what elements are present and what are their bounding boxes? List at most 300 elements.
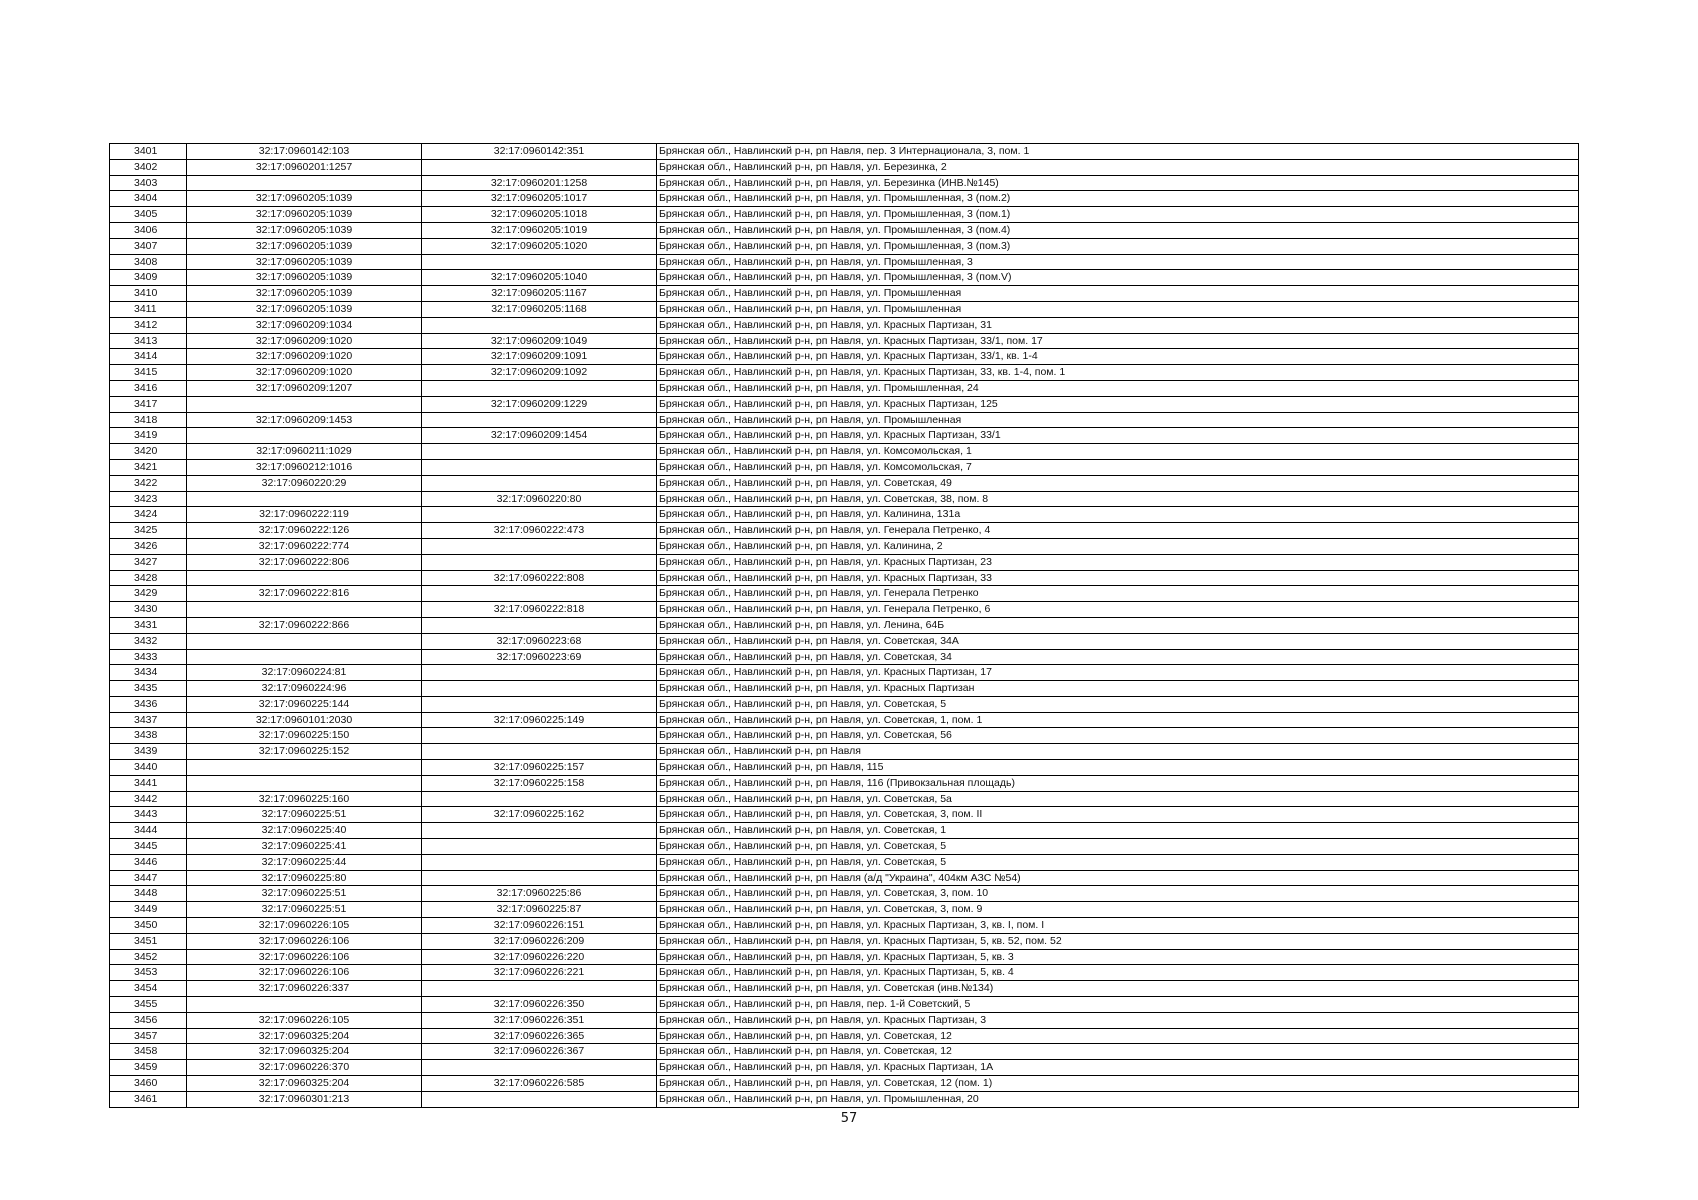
address-cell: Брянская обл., Навлинский р-н, рп Навля, ул. Промышленная, 3 (пом.3) [657,238,1579,254]
cadastral-number-cell: 32:17:0960226:106 [187,965,422,981]
table-row [110,823,1579,839]
address-cell: Брянская обл., Навлинский р-н, рп Навля, ул. Генерала Петренко [657,586,1579,602]
row-number-cell: 3450 [110,918,187,934]
room-cadastral-number-cell [422,317,657,333]
table-row [110,475,1579,491]
row-number-cell: 3405 [110,207,187,223]
cadastral-number-cell: 32:17:0960205:1039 [187,191,422,207]
row-number-cell: 3434 [110,665,187,681]
table-row [110,459,1579,475]
cadastral-number-cell [187,428,422,444]
address-cell: Брянская обл., Навлинский р-н, рп Навля, ул. Промышленная, 3 (пом.4) [657,222,1579,238]
table-row [110,728,1579,744]
address-cell: Брянская обл., Навлинский р-н, рп Навля, ул. Промышленная [657,412,1579,428]
cadastral-number-cell: 32:17:0960225:150 [187,728,422,744]
row-number-cell: 3461 [110,1091,187,1107]
table-row [110,965,1579,981]
room-cadastral-number-cell: 32:17:0960205:1168 [422,301,657,317]
room-cadastral-number-cell [422,696,657,712]
row-number-cell: 3431 [110,617,187,633]
room-cadastral-number-cell [422,159,657,175]
row-number-cell: 3417 [110,396,187,412]
room-cadastral-number-cell: 32:17:0960209:1049 [422,333,657,349]
row-number-cell: 3452 [110,949,187,965]
room-cadastral-number-cell: 32:17:0960225:87 [422,902,657,918]
row-number-cell: 3403 [110,175,187,191]
room-cadastral-number-cell: 32:17:0960223:69 [422,649,657,665]
row-number-cell: 3451 [110,933,187,949]
address-cell: Брянская обл., Навлинский р-н, рп Навля, ул. Красных Партизан, 125 [657,396,1579,412]
cadastral-number-cell: 32:17:0960225:40 [187,823,422,839]
row-number-cell: 3430 [110,602,187,618]
cadastral-number-cell [187,602,422,618]
table-row [110,570,1579,586]
room-cadastral-number-cell [422,554,657,570]
table-body [110,144,1579,1108]
cadastral-number-cell: 32:17:0960225:44 [187,854,422,870]
row-number-cell: 3432 [110,633,187,649]
table-row [110,222,1579,238]
row-number-cell: 3435 [110,681,187,697]
row-number-cell: 3409 [110,270,187,286]
row-number-cell: 3402 [110,159,187,175]
table-row [110,997,1579,1013]
table-row [110,396,1579,412]
room-cadastral-number-cell: 32:17:0960209:1091 [422,349,657,365]
table-row [110,918,1579,934]
address-cell: Брянская обл., Навлинский р-н, рп Навля, ул. Красных Партизан, 31 [657,317,1579,333]
table-row [110,207,1579,223]
address-cell: Брянская обл., Навлинский р-н, рп Навля, ул. Красных Партизан, 17 [657,665,1579,681]
row-number-cell: 3442 [110,791,187,807]
room-cadastral-number-cell [422,475,657,491]
table-row [110,270,1579,286]
table-row [110,933,1579,949]
cadastral-number-cell [187,997,422,1013]
cadastral-number-cell: 32:17:0960101:2030 [187,712,422,728]
cadastral-number-cell: 32:17:0960142:103 [187,144,422,160]
cadastral-number-cell: 32:17:0960222:866 [187,617,422,633]
cadastral-number-cell [187,175,422,191]
cadastral-number-cell: 32:17:0960201:1257 [187,159,422,175]
row-number-cell: 3458 [110,1044,187,1060]
row-number-cell: 3418 [110,412,187,428]
address-cell: Брянская обл., Навлинский р-н, рп Навля, ул. Красных Партизан, 5, кв. 4 [657,965,1579,981]
cadastral-number-cell: 32:17:0960225:144 [187,696,422,712]
address-cell: Брянская обл., Навлинский р-н, рп Навля, ул. Промышленная, 3 [657,254,1579,270]
cadastral-number-cell [187,760,422,776]
room-cadastral-number-cell: 32:17:0960222:473 [422,523,657,539]
address-cell: Брянская обл., Навлинский р-н, рп Навля, ул. Красных Партизан, 33/1, кв. 1-4 [657,349,1579,365]
row-number-cell: 3410 [110,286,187,302]
room-cadastral-number-cell: 32:17:0960226:585 [422,1076,657,1092]
table-row [110,791,1579,807]
cadastral-number-cell: 32:17:0960325:204 [187,1028,422,1044]
table-row [110,775,1579,791]
address-cell: Брянская обл., Навлинский р-н, рп Навля, ул. Советская, 1, пом. 1 [657,712,1579,728]
table-row [110,254,1579,270]
room-cadastral-number-cell: 32:17:0960226:351 [422,1012,657,1028]
cadastral-number-cell: 32:17:0960225:80 [187,870,422,886]
row-number-cell: 3453 [110,965,187,981]
row-number-cell: 3438 [110,728,187,744]
row-number-cell: 3428 [110,570,187,586]
table-row [110,870,1579,886]
room-cadastral-number-cell: 32:17:0960209:1092 [422,365,657,381]
room-cadastral-number-cell [422,254,657,270]
room-cadastral-number-cell: 32:17:0960226:151 [422,918,657,934]
row-number-cell: 3424 [110,507,187,523]
cadastral-number-cell: 32:17:0960205:1039 [187,286,422,302]
cadastral-number-cell: 32:17:0960205:1039 [187,301,422,317]
table-row [110,507,1579,523]
room-cadastral-number-cell: 32:17:0960226:350 [422,997,657,1013]
address-cell: Брянская обл., Навлинский р-н, рп Навля, ул. Советская, 34 [657,649,1579,665]
row-number-cell: 3427 [110,554,187,570]
row-number-cell: 3455 [110,997,187,1013]
row-number-cell: 3448 [110,886,187,902]
room-cadastral-number-cell [422,459,657,475]
cadastral-number-cell: 32:17:0960224:96 [187,681,422,697]
row-number-cell: 3411 [110,301,187,317]
address-cell: Брянская обл., Навлинский р-н, рп Навля, ул. Генерала Петренко, 4 [657,523,1579,539]
cadastral-number-cell [187,570,422,586]
room-cadastral-number-cell [422,823,657,839]
table-row [110,538,1579,554]
address-cell: Брянская обл., Навлинский р-н, рп Навля, 116 (Привокзальная площадь) [657,775,1579,791]
table-row [110,807,1579,823]
cadastral-number-cell: 32:17:0960226:105 [187,1012,422,1028]
table-row [110,301,1579,317]
address-cell: Брянская обл., Навлинский р-н, рп Навля, ул. Красных Партизан, 33/1, пом. 17 [657,333,1579,349]
table-row [110,1028,1579,1044]
address-cell: Брянская обл., Навлинский р-н, рп Навля, ул. Советская, 3, пом. 10 [657,886,1579,902]
room-cadastral-number-cell: 32:17:0960226:365 [422,1028,657,1044]
table-row [110,286,1579,302]
table-row [110,1076,1579,1092]
table-row [110,144,1579,160]
table-row [110,175,1579,191]
table-row [110,380,1579,396]
room-cadastral-number-cell: 32:17:0960205:1020 [422,238,657,254]
row-number-cell: 3460 [110,1076,187,1092]
room-cadastral-number-cell: 32:17:0960201:1258 [422,175,657,191]
cadastral-number-cell: 32:17:0960222:806 [187,554,422,570]
row-number-cell: 3421 [110,459,187,475]
row-number-cell: 3441 [110,775,187,791]
row-number-cell: 3408 [110,254,187,270]
table-row [110,981,1579,997]
address-cell: Брянская обл., Навлинский р-н, рп Навля, ул. Советская, 3, пом. 9 [657,902,1579,918]
room-cadastral-number-cell: 32:17:0960142:351 [422,144,657,160]
room-cadastral-number-cell: 32:17:0960220:80 [422,491,657,507]
room-cadastral-number-cell: 32:17:0960226:367 [422,1044,657,1060]
row-number-cell: 3443 [110,807,187,823]
room-cadastral-number-cell: 32:17:0960226:220 [422,949,657,965]
address-cell: Брянская обл., Навлинский р-н, рп Навля, ул. Красных Партизан, 33 [657,570,1579,586]
table-row [110,617,1579,633]
address-cell: Брянская обл., Навлинский р-н, рп Навля, ул. Советская, 38, пом. 8 [657,491,1579,507]
cadastral-number-cell: 32:17:0960225:51 [187,807,422,823]
cadastral-number-cell: 32:17:0960225:41 [187,839,422,855]
cadastral-number-cell [187,775,422,791]
room-cadastral-number-cell [422,1060,657,1076]
address-cell: Брянская обл., Навлинский р-н, рп Навля, ул. Советская, 12 [657,1044,1579,1060]
cadastral-number-cell: 32:17:0960209:1034 [187,317,422,333]
cadastral-number-cell: 32:17:0960222:816 [187,586,422,602]
table-row [110,238,1579,254]
cadastral-number-cell: 32:17:0960222:119 [187,507,422,523]
cadastral-number-cell: 32:17:0960325:204 [187,1044,422,1060]
address-cell: Брянская обл., Навлинский р-н, рп Навля, ул. Калинина, 2 [657,538,1579,554]
address-cell: Брянская обл., Навлинский р-н, рп Навля, ул. Красных Партизан [657,681,1579,697]
table-row [110,444,1579,460]
room-cadastral-number-cell [422,507,657,523]
table-row [110,886,1579,902]
room-cadastral-number-cell: 32:17:0960225:162 [422,807,657,823]
table-row [110,412,1579,428]
address-cell: Брянская обл., Навлинский р-н, рп Навля, ул. Советская, 34А [657,633,1579,649]
room-cadastral-number-cell: 32:17:0960205:1167 [422,286,657,302]
row-number-cell: 3433 [110,649,187,665]
address-cell: Брянская обл., Навлинский р-н, рп Навля (а/д "Украина", 404км АЗС №54) [657,870,1579,886]
table-row [110,159,1579,175]
row-number-cell: 3447 [110,870,187,886]
table-row [110,317,1579,333]
address-cell: Брянская обл., Навлинский р-н, рп Навля, ул. Советская, 49 [657,475,1579,491]
row-number-cell: 3420 [110,444,187,460]
room-cadastral-number-cell [422,791,657,807]
room-cadastral-number-cell: 32:17:0960225:158 [422,775,657,791]
table-row [110,902,1579,918]
address-cell: Брянская обл., Навлинский р-н, рп Навля, ул. Калинина, 131а [657,507,1579,523]
table-row [110,839,1579,855]
room-cadastral-number-cell [422,444,657,460]
address-cell: Брянская обл., Навлинский р-н, рп Навля, пер. 1-й Советский, 5 [657,997,1579,1013]
cadastral-number-cell: 32:17:0960211:1029 [187,444,422,460]
address-cell: Брянская обл., Навлинский р-н, рп Навля, ул. Красных Партизан, 23 [657,554,1579,570]
table-row [110,333,1579,349]
address-cell: Брянская обл., Навлинский р-н, рп Навля, ул. Красных Партизан, 33, кв. 1-4, пом. 1 [657,365,1579,381]
cadastral-number-cell: 32:17:0960225:51 [187,886,422,902]
address-cell: Брянская обл., Навлинский р-н, рп Навля, ул. Промышленная, 20 [657,1091,1579,1107]
row-number-cell: 3457 [110,1028,187,1044]
cadastral-number-cell: 32:17:0960226:337 [187,981,422,997]
address-cell: Брянская обл., Навлинский р-н, рп Навля, ул. Промышленная [657,286,1579,302]
address-cell: Брянская обл., Навлинский р-н, рп Навля, ул. Генерала Петренко, 6 [657,602,1579,618]
room-cadastral-number-cell: 32:17:0960205:1019 [422,222,657,238]
cadastral-number-cell: 32:17:0960205:1039 [187,270,422,286]
cadastral-number-cell: 32:17:0960209:1020 [187,365,422,381]
cadastral-number-cell: 32:17:0960225:152 [187,744,422,760]
cadastral-number-cell: 32:17:0960325:204 [187,1076,422,1092]
address-cell: Брянская обл., Навлинский р-н, рп Навля, пер. 3 Интернационала, 3, пом. 1 [657,144,1579,160]
room-cadastral-number-cell [422,854,657,870]
table-row [110,554,1579,570]
row-number-cell: 3414 [110,349,187,365]
room-cadastral-number-cell [422,617,657,633]
address-cell: Брянская обл., Навлинский р-н, рп Навля, ул. Советская, 1 [657,823,1579,839]
room-cadastral-number-cell [422,665,657,681]
cadastral-number-cell: 32:17:0960209:1453 [187,412,422,428]
cadastral-number-cell: 32:17:0960222:126 [187,523,422,539]
cadastral-number-cell: 32:17:0960224:81 [187,665,422,681]
table-row [110,191,1579,207]
cadastral-number-cell: 32:17:0960225:160 [187,791,422,807]
row-number-cell: 3436 [110,696,187,712]
table-row [110,760,1579,776]
table-row [110,854,1579,870]
row-number-cell: 3459 [110,1060,187,1076]
cadastral-number-cell: 32:17:0960222:774 [187,538,422,554]
row-number-cell: 3446 [110,854,187,870]
address-cell: Брянская обл., Навлинский р-н, рп Навля, ул. Советская, 3, пом. II [657,807,1579,823]
address-cell: Брянская обл., Навлинский р-н, рп Навля, ул. Красных Партизан, 3 [657,1012,1579,1028]
table-row [110,1091,1579,1107]
room-cadastral-number-cell: 32:17:0960209:1454 [422,428,657,444]
table-row [110,1044,1579,1060]
cadastral-number-cell: 32:17:0960226:106 [187,949,422,965]
row-number-cell: 3454 [110,981,187,997]
room-cadastral-number-cell [422,744,657,760]
address-cell: Брянская обл., Навлинский р-н, рп Навля, ул. Красных Партизан, 3, кв. I, пом. I [657,918,1579,934]
address-cell: Брянская обл., Навлинский р-н, рп Навля, ул. Березинка, 2 [657,159,1579,175]
address-cell: Брянская обл., Навлинский р-н, рп Навля, ул. Комсомольская, 1 [657,444,1579,460]
room-cadastral-number-cell [422,412,657,428]
row-number-cell: 3445 [110,839,187,855]
cadastral-number-cell: 32:17:0960209:1020 [187,349,422,365]
row-number-cell: 3429 [110,586,187,602]
cadastral-number-cell: 32:17:0960205:1039 [187,254,422,270]
cadastral-number-cell: 32:17:0960226:106 [187,933,422,949]
room-cadastral-number-cell [422,681,657,697]
cadastral-number-cell [187,633,422,649]
address-cell: Брянская обл., Навлинский р-н, рп Навля, ул. Советская, 12 [657,1028,1579,1044]
room-cadastral-number-cell [422,981,657,997]
row-number-cell: 3419 [110,428,187,444]
row-number-cell: 3456 [110,1012,187,1028]
address-cell: Брянская обл., Навлинский р-н, рп Навля, ул. Красных Партизан, 5, кв. 3 [657,949,1579,965]
cadastral-number-cell: 32:17:0960205:1039 [187,222,422,238]
cadastral-number-cell: 32:17:0960226:370 [187,1060,422,1076]
table-row [110,491,1579,507]
cadastral-number-cell: 32:17:0960205:1039 [187,238,422,254]
cadastral-number-cell [187,649,422,665]
address-cell: Брянская обл., Навлинский р-н, рп Навля, ул. Промышленная, 24 [657,380,1579,396]
row-number-cell: 3439 [110,744,187,760]
room-cadastral-number-cell: 32:17:0960223:68 [422,633,657,649]
cadastral-number-cell: 32:17:0960212:1016 [187,459,422,475]
address-cell: Брянская обл., Навлинский р-н, рп Навля, ул. Промышленная, 3 (пом.1) [657,207,1579,223]
table-row [110,428,1579,444]
address-cell: Брянская обл., Навлинский р-н, рп Навля [657,744,1579,760]
cadastral-number-cell [187,491,422,507]
address-cell: Брянская обл., Навлинский р-н, рп Навля, 115 [657,760,1579,776]
row-number-cell: 3425 [110,523,187,539]
room-cadastral-number-cell: 32:17:0960222:818 [422,602,657,618]
address-cell: Брянская обл., Навлинский р-н, рп Навля, ул. Красных Партизан, 1А [657,1060,1579,1076]
table-row [110,602,1579,618]
address-cell: Брянская обл., Навлинский р-н, рп Навля, ул. Красных Партизан, 5, кв. 52, пом. 52 [657,933,1579,949]
address-cell: Брянская обл., Навлинский р-н, рп Навля, ул. Советская, 5 [657,854,1579,870]
address-cell: Брянская обл., Навлинский р-н, рп Навля, ул. Комсомольская, 7 [657,459,1579,475]
row-number-cell: 3406 [110,222,187,238]
cadastral-number-cell: 32:17:0960226:105 [187,918,422,934]
property-table [109,143,1579,1108]
cadastral-number-cell: 32:17:0960209:1207 [187,380,422,396]
table-row [110,349,1579,365]
table-row [110,1060,1579,1076]
room-cadastral-number-cell: 32:17:0960226:221 [422,965,657,981]
cadastral-number-cell [187,396,422,412]
room-cadastral-number-cell [422,728,657,744]
cadastral-number-cell: 32:17:0960209:1020 [187,333,422,349]
address-cell: Брянская обл., Навлинский р-н, рп Навля, ул. Красных Партизан, 33/1 [657,428,1579,444]
row-number-cell: 3426 [110,538,187,554]
room-cadastral-number-cell: 32:17:0960209:1229 [422,396,657,412]
row-number-cell: 3444 [110,823,187,839]
address-cell: Брянская обл., Навлинский р-н, рп Навля, ул. Советская, 5 [657,839,1579,855]
room-cadastral-number-cell [422,380,657,396]
table-row [110,649,1579,665]
row-number-cell: 3449 [110,902,187,918]
table-row [110,586,1579,602]
room-cadastral-number-cell: 32:17:0960205:1018 [422,207,657,223]
room-cadastral-number-cell: 32:17:0960205:1017 [422,191,657,207]
address-cell: Брянская обл., Навлинский р-н, рп Навля, ул. Березинка (ИНВ.№145) [657,175,1579,191]
table-row [110,949,1579,965]
table-row [110,712,1579,728]
room-cadastral-number-cell: 32:17:0960226:209 [422,933,657,949]
cadastral-number-cell: 32:17:0960225:51 [187,902,422,918]
room-cadastral-number-cell [422,586,657,602]
row-number-cell: 3413 [110,333,187,349]
room-cadastral-number-cell: 32:17:0960205:1040 [422,270,657,286]
row-number-cell: 3412 [110,317,187,333]
address-cell: Брянская обл., Навлинский р-н, рп Навля, ул. Советская, 5а [657,791,1579,807]
row-number-cell: 3422 [110,475,187,491]
cadastral-number-cell: 32:17:0960301:213 [187,1091,422,1107]
row-number-cell: 3415 [110,365,187,381]
room-cadastral-number-cell [422,839,657,855]
table-row [110,523,1579,539]
row-number-cell: 3416 [110,380,187,396]
table-row [110,665,1579,681]
row-number-cell: 3407 [110,238,187,254]
table-row [110,633,1579,649]
address-cell: Брянская обл., Навлинский р-н, рп Навля, ул. Промышленная [657,301,1579,317]
room-cadastral-number-cell: 32:17:0960225:86 [422,886,657,902]
page-number: 57 [840,1111,858,1126]
address-cell: Брянская обл., Навлинский р-н, рп Навля, ул. Советская (инв.№134) [657,981,1579,997]
row-number-cell: 3404 [110,191,187,207]
cadastral-number-cell: 32:17:0960205:1039 [187,207,422,223]
address-cell: Брянская обл., Навлинский р-н, рп Навля, ул. Ленина, 64Б [657,617,1579,633]
address-cell: Брянская обл., Навлинский р-н, рп Навля, ул. Советская, 12 (пом. 1) [657,1076,1579,1092]
row-number-cell: 3423 [110,491,187,507]
room-cadastral-number-cell [422,870,657,886]
room-cadastral-number-cell: 32:17:0960225:149 [422,712,657,728]
room-cadastral-number-cell [422,1091,657,1107]
address-cell: Брянская обл., Навлинский р-н, рп Навля, ул. Промышленная, 3 (пом.2) [657,191,1579,207]
room-cadastral-number-cell [422,538,657,554]
table-row [110,681,1579,697]
row-number-cell: 3401 [110,144,187,160]
row-number-cell: 3440 [110,760,187,776]
room-cadastral-number-cell: 32:17:0960222:808 [422,570,657,586]
address-cell: Брянская обл., Навлинский р-н, рп Навля, ул. Советская, 5 [657,696,1579,712]
table-row [110,365,1579,381]
